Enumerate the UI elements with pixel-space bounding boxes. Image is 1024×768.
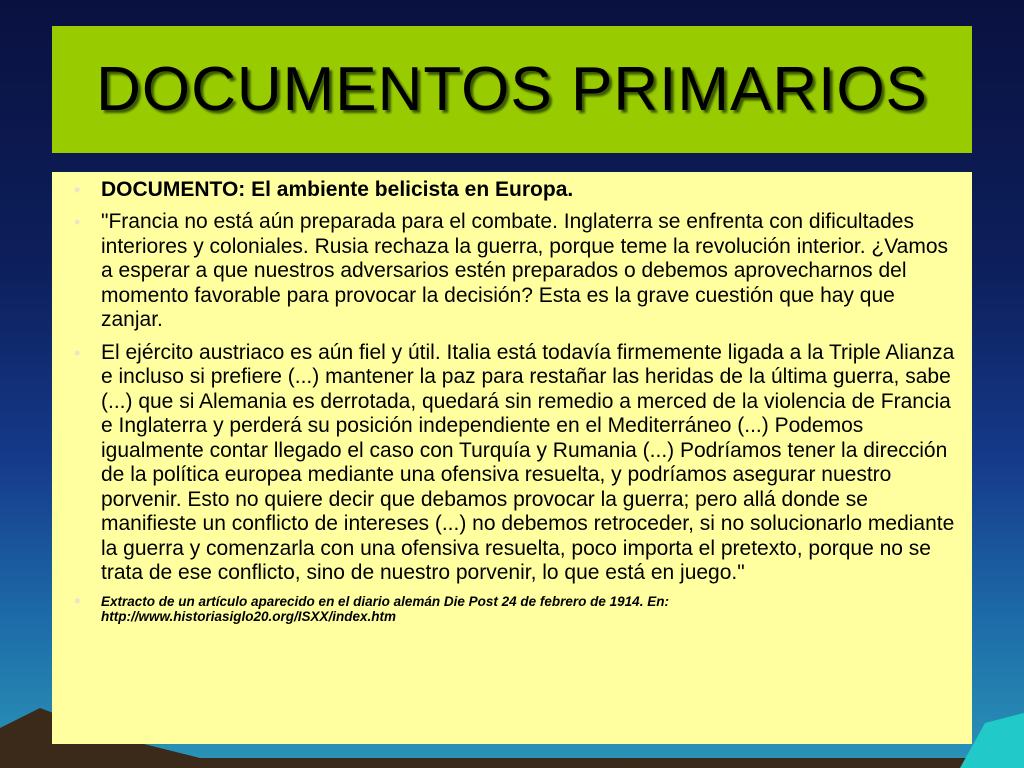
- bullet-list: [52, 172, 972, 624]
- bullet-marker: •: [74, 180, 81, 200]
- bullet-item-quote-part2: [74, 341, 956, 586]
- bullet-marker: •: [74, 342, 81, 363]
- title-banner: [52, 26, 972, 153]
- bullet-item-heading: [74, 178, 956, 202]
- slide-title: DOCUMENTOS PRIMARIOS: [96, 55, 928, 124]
- bullet-text: El ejército austriaco es aún fiel y útil. Italia está todavía firmemente ligada a la Triple Alianza e incluso si prefiere (...) mantener la paz para restañar las heridas de la última guerra, sabe (...) que si Alemania es derrotada, quedará sin remedio a merced de la violencia de Francia e Inglaterra y perderá su posición independiente en el Mediterráneo (...) Podemos igualmente contar llegado el caso con Turquía y Rumania (...) Podríamos tener la dirección de la política europea mediante una ofensiva resuelta, y podríamos asegurar nuestro porvenir. Esto no quiere decir que debamos provocar la guerra; pero allá donde se manifieste un conflicto de intereses (...) no debemos retroceder, si no solucionarlo mediante la guerra y comenzarla con una ofensiva resuelta, poco importa el pretexto, porque no se trata de ese conflicto, sino de nuestro porvenir, lo que está en juego.": [101, 340, 955, 584]
- bullet-marker: •: [74, 212, 81, 232]
- bullet-item-source: [74, 590, 956, 624]
- content-panel: [52, 172, 972, 744]
- bullet-item-quote-part1: [74, 210, 956, 333]
- bullet-text: DOCUMENTO: El ambiente belicista en Europa.: [101, 178, 574, 201]
- source-citation: Extracto de un artículo aparecido en el diario alemán Die Post 24 de febrero de 1914. En: http://www.historiasiglo20.org/ISXX/index.htm: [101, 593, 669, 624]
- bullet-text: "Francia no está aún preparada para el combate. Inglaterra se enfrenta con dificultades interiores y coloniales. Rusia rechaza la guerra, porque teme la revolución interior. ¿Vamos a esperar a que nuestros adversarios estén preparados o debemos aprovecharnos del momento favorable para provocar la decisión? Esta es la grave cuestión que hay que zanjar.: [101, 210, 949, 331]
- bullet-marker: •: [74, 590, 81, 611]
